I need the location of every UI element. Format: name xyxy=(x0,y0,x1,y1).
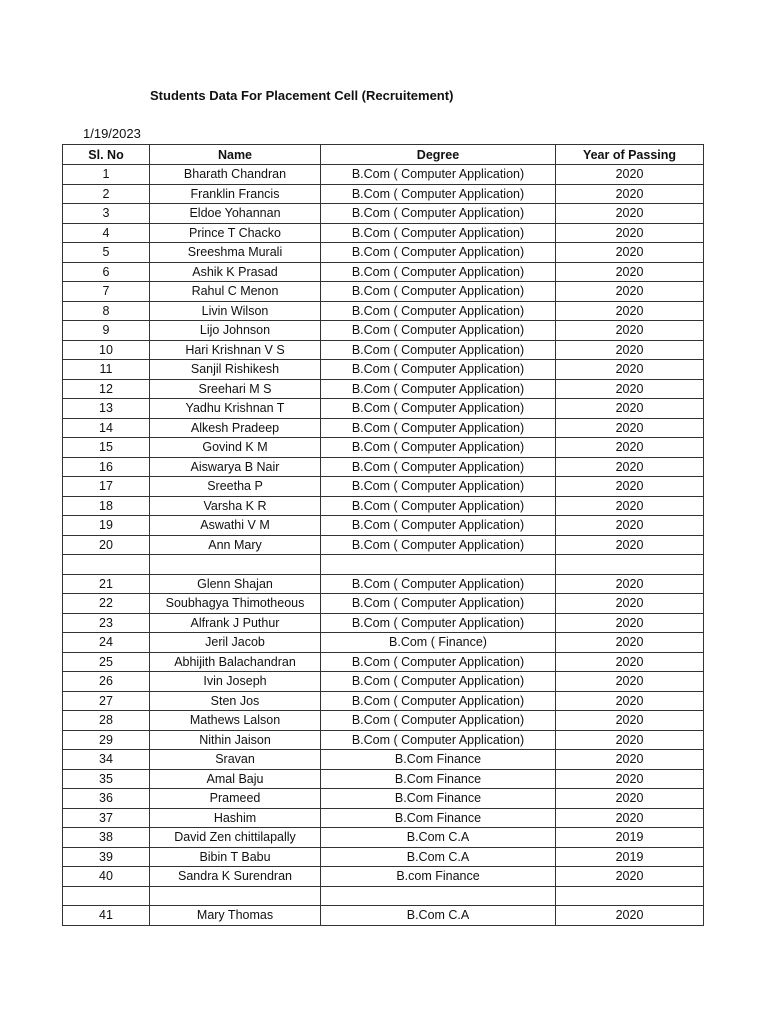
cell-year-of-passing: 2020 xyxy=(556,808,704,828)
cell-degree: B.Com ( Computer Application) xyxy=(321,262,556,282)
cell-sl-no: 28 xyxy=(63,711,150,731)
cell-degree: B.Com C.A xyxy=(321,847,556,867)
cell-year-of-passing: 2020 xyxy=(556,438,704,458)
table-row xyxy=(63,399,704,419)
cell-name: Abhijith Balachandran xyxy=(150,652,321,672)
cell-sl-no: 22 xyxy=(63,594,150,614)
header-sl-no: Sl. No xyxy=(63,145,150,165)
table-row xyxy=(63,223,704,243)
cell-year-of-passing xyxy=(556,555,704,575)
cell-sl-no: 18 xyxy=(63,496,150,516)
cell-year-of-passing: 2020 xyxy=(556,574,704,594)
table-row xyxy=(63,691,704,711)
cell-year-of-passing: 2020 xyxy=(556,204,704,224)
table-row xyxy=(63,730,704,750)
cell-name: Lijo Johnson xyxy=(150,321,321,341)
cell-year-of-passing: 2020 xyxy=(556,613,704,633)
cell-name: Aiswarya B Nair xyxy=(150,457,321,477)
cell-degree: B.Com ( Computer Application) xyxy=(321,652,556,672)
cell-year-of-passing: 2020 xyxy=(556,184,704,204)
cell-sl-no: 26 xyxy=(63,672,150,692)
cell-year-of-passing: 2020 xyxy=(556,321,704,341)
students-table xyxy=(62,144,704,926)
table-row xyxy=(63,243,704,263)
cell-year-of-passing: 2020 xyxy=(556,633,704,653)
cell-year-of-passing: 2020 xyxy=(556,477,704,497)
cell-name: Franklin Francis xyxy=(150,184,321,204)
table-row xyxy=(63,457,704,477)
cell-degree: B.Com ( Computer Application) xyxy=(321,340,556,360)
cell-sl-no: 41 xyxy=(63,906,150,926)
cell-name: Amal Baju xyxy=(150,769,321,789)
table-row xyxy=(63,360,704,380)
cell-degree: B.Com ( Computer Application) xyxy=(321,691,556,711)
table-row xyxy=(63,750,704,770)
table-row xyxy=(63,438,704,458)
cell-sl-no: 4 xyxy=(63,223,150,243)
cell-name: Govind K M xyxy=(150,438,321,458)
cell-name: Eldoe Yohannan xyxy=(150,204,321,224)
cell-name: Varsha K R xyxy=(150,496,321,516)
cell-name: Nithin Jaison xyxy=(150,730,321,750)
cell-name: David Zen chittilapally xyxy=(150,828,321,848)
cell-degree: B.Com ( Computer Application) xyxy=(321,184,556,204)
cell-sl-no: 8 xyxy=(63,301,150,321)
cell-degree: B.Com ( Computer Application) xyxy=(321,438,556,458)
table-row xyxy=(63,652,704,672)
cell-name: Hashim xyxy=(150,808,321,828)
table-body xyxy=(63,165,704,926)
cell-degree: B.Com ( Computer Application) xyxy=(321,165,556,185)
cell-degree: B.Com ( Computer Application) xyxy=(321,418,556,438)
cell-degree: B.Com ( Computer Application) xyxy=(321,594,556,614)
cell-sl-no xyxy=(63,555,150,575)
cell-name xyxy=(150,886,321,906)
table-row xyxy=(63,516,704,536)
cell-degree: B.Com ( Computer Application) xyxy=(321,301,556,321)
cell-name: Sanjil Rishikesh xyxy=(150,360,321,380)
table-row xyxy=(63,555,704,575)
cell-year-of-passing: 2020 xyxy=(556,594,704,614)
cell-name: Mary Thomas xyxy=(150,906,321,926)
table-header-row xyxy=(63,145,704,165)
cell-year-of-passing: 2020 xyxy=(556,301,704,321)
cell-sl-no: 39 xyxy=(63,847,150,867)
cell-degree: B.Com ( Computer Application) xyxy=(321,399,556,419)
cell-sl-no xyxy=(63,886,150,906)
cell-sl-no: 24 xyxy=(63,633,150,653)
cell-year-of-passing: 2019 xyxy=(556,847,704,867)
cell-name: Ann Mary xyxy=(150,535,321,555)
table-row xyxy=(63,808,704,828)
cell-year-of-passing: 2020 xyxy=(556,165,704,185)
cell-name: Sreehari M S xyxy=(150,379,321,399)
cell-name: Ashik K Prasad xyxy=(150,262,321,282)
header-year-of-passing: Year of Passing xyxy=(556,145,704,165)
cell-year-of-passing: 2020 xyxy=(556,243,704,263)
cell-degree: B.Com ( Computer Application) xyxy=(321,730,556,750)
cell-sl-no: 20 xyxy=(63,535,150,555)
cell-year-of-passing: 2020 xyxy=(556,282,704,302)
table-row xyxy=(63,711,704,731)
cell-sl-no: 34 xyxy=(63,750,150,770)
cell-name: Sreetha P xyxy=(150,477,321,497)
cell-degree: B.Com Finance xyxy=(321,789,556,809)
cell-name: Bibin T Babu xyxy=(150,847,321,867)
cell-sl-no: 21 xyxy=(63,574,150,594)
cell-name: Alfrank J Puthur xyxy=(150,613,321,633)
cell-name: Mathews Lalson xyxy=(150,711,321,731)
cell-year-of-passing: 2020 xyxy=(556,711,704,731)
cell-degree: B.Com ( Computer Application) xyxy=(321,360,556,380)
header-name: Name xyxy=(150,145,321,165)
cell-name: Sreeshma Murali xyxy=(150,243,321,263)
table-row xyxy=(63,379,704,399)
cell-degree: B.Com ( Computer Application) xyxy=(321,321,556,341)
cell-sl-no: 10 xyxy=(63,340,150,360)
cell-year-of-passing: 2020 xyxy=(556,867,704,887)
table-row xyxy=(63,886,704,906)
cell-sl-no: 35 xyxy=(63,769,150,789)
cell-name: Aswathi V M xyxy=(150,516,321,536)
cell-year-of-passing: 2020 xyxy=(556,379,704,399)
cell-degree: B.Com ( Computer Application) xyxy=(321,574,556,594)
cell-name xyxy=(150,555,321,575)
cell-sl-no: 29 xyxy=(63,730,150,750)
table-row xyxy=(63,282,704,302)
table-row xyxy=(63,301,704,321)
cell-sl-no: 13 xyxy=(63,399,150,419)
cell-sl-no: 17 xyxy=(63,477,150,497)
cell-sl-no: 7 xyxy=(63,282,150,302)
cell-name: Sravan xyxy=(150,750,321,770)
cell-sl-no: 1 xyxy=(63,165,150,185)
cell-degree: B.Com ( Computer Application) xyxy=(321,535,556,555)
cell-degree: B.Com ( Computer Application) xyxy=(321,477,556,497)
cell-degree: B.Com ( Computer Application) xyxy=(321,672,556,692)
cell-year-of-passing: 2020 xyxy=(556,672,704,692)
cell-name: Hari Krishnan V S xyxy=(150,340,321,360)
table-row xyxy=(63,262,704,282)
cell-degree xyxy=(321,886,556,906)
cell-degree: B.Com C.A xyxy=(321,906,556,926)
cell-sl-no: 40 xyxy=(63,867,150,887)
cell-sl-no: 11 xyxy=(63,360,150,380)
cell-sl-no: 25 xyxy=(63,652,150,672)
cell-year-of-passing: 2020 xyxy=(556,262,704,282)
cell-year-of-passing: 2020 xyxy=(556,223,704,243)
cell-degree: B.Com ( Computer Application) xyxy=(321,204,556,224)
cell-name: Sandra K Surendran xyxy=(150,867,321,887)
document-date: 1/19/2023 xyxy=(83,126,141,141)
cell-name: Livin Wilson xyxy=(150,301,321,321)
table-row xyxy=(63,594,704,614)
table-row xyxy=(63,165,704,185)
cell-name: Alkesh Pradeep xyxy=(150,418,321,438)
table-row xyxy=(63,906,704,926)
cell-year-of-passing: 2019 xyxy=(556,828,704,848)
table-row xyxy=(63,613,704,633)
document-title: Students Data For Placement Cell (Recruitement) xyxy=(150,88,454,103)
cell-year-of-passing: 2020 xyxy=(556,418,704,438)
cell-degree: B.Com Finance xyxy=(321,750,556,770)
cell-degree: B.Com Finance xyxy=(321,808,556,828)
cell-year-of-passing: 2020 xyxy=(556,750,704,770)
cell-year-of-passing: 2020 xyxy=(556,906,704,926)
table-row xyxy=(63,867,704,887)
table-row xyxy=(63,418,704,438)
cell-year-of-passing: 2020 xyxy=(556,652,704,672)
cell-year-of-passing: 2020 xyxy=(556,457,704,477)
cell-sl-no: 3 xyxy=(63,204,150,224)
cell-degree: B.com Finance xyxy=(321,867,556,887)
cell-year-of-passing: 2020 xyxy=(556,340,704,360)
cell-name: Sten Jos xyxy=(150,691,321,711)
table-row xyxy=(63,769,704,789)
cell-degree: B.Com ( Finance) xyxy=(321,633,556,653)
cell-degree: B.Com ( Computer Application) xyxy=(321,516,556,536)
cell-sl-no: 16 xyxy=(63,457,150,477)
cell-name: Ivin Joseph xyxy=(150,672,321,692)
cell-year-of-passing: 2020 xyxy=(556,691,704,711)
cell-degree: B.Com Finance xyxy=(321,769,556,789)
header-degree: Degree xyxy=(321,145,556,165)
cell-degree: B.Com ( Computer Application) xyxy=(321,457,556,477)
cell-year-of-passing: 2020 xyxy=(556,360,704,380)
table-row xyxy=(63,340,704,360)
cell-sl-no: 36 xyxy=(63,789,150,809)
cell-sl-no: 5 xyxy=(63,243,150,263)
cell-degree: B.Com C.A xyxy=(321,828,556,848)
cell-sl-no: 38 xyxy=(63,828,150,848)
table-row xyxy=(63,672,704,692)
cell-year-of-passing: 2020 xyxy=(556,769,704,789)
table-row xyxy=(63,477,704,497)
cell-degree: B.Com ( Computer Application) xyxy=(321,223,556,243)
cell-sl-no: 6 xyxy=(63,262,150,282)
cell-sl-no: 23 xyxy=(63,613,150,633)
table-row xyxy=(63,184,704,204)
cell-sl-no: 37 xyxy=(63,808,150,828)
cell-name: Bharath Chandran xyxy=(150,165,321,185)
table-row xyxy=(63,828,704,848)
table-row xyxy=(63,847,704,867)
cell-degree: B.Com ( Computer Application) xyxy=(321,711,556,731)
cell-year-of-passing: 2020 xyxy=(556,535,704,555)
cell-sl-no: 19 xyxy=(63,516,150,536)
cell-name: Jeril Jacob xyxy=(150,633,321,653)
cell-name: Glenn Shajan xyxy=(150,574,321,594)
cell-year-of-passing: 2020 xyxy=(556,516,704,536)
cell-year-of-passing: 2020 xyxy=(556,789,704,809)
cell-year-of-passing xyxy=(556,886,704,906)
table-row xyxy=(63,535,704,555)
cell-degree: B.Com ( Computer Application) xyxy=(321,243,556,263)
table-row xyxy=(63,574,704,594)
cell-name: Prince T Chacko xyxy=(150,223,321,243)
cell-name: Prameed xyxy=(150,789,321,809)
cell-name: Rahul C Menon xyxy=(150,282,321,302)
cell-degree: B.Com ( Computer Application) xyxy=(321,613,556,633)
cell-degree: B.Com ( Computer Application) xyxy=(321,379,556,399)
cell-year-of-passing: 2020 xyxy=(556,496,704,516)
table-row xyxy=(63,204,704,224)
table-row xyxy=(63,633,704,653)
table-row xyxy=(63,789,704,809)
cell-year-of-passing: 2020 xyxy=(556,399,704,419)
cell-degree xyxy=(321,555,556,575)
table-row xyxy=(63,321,704,341)
cell-sl-no: 12 xyxy=(63,379,150,399)
cell-year-of-passing: 2020 xyxy=(556,730,704,750)
cell-sl-no: 9 xyxy=(63,321,150,341)
cell-sl-no: 14 xyxy=(63,418,150,438)
cell-name: Soubhagya Thimotheous xyxy=(150,594,321,614)
cell-name: Yadhu Krishnan T xyxy=(150,399,321,419)
cell-sl-no: 27 xyxy=(63,691,150,711)
cell-sl-no: 15 xyxy=(63,438,150,458)
cell-degree: B.Com ( Computer Application) xyxy=(321,496,556,516)
cell-sl-no: 2 xyxy=(63,184,150,204)
table-row xyxy=(63,496,704,516)
cell-degree: B.Com ( Computer Application) xyxy=(321,282,556,302)
